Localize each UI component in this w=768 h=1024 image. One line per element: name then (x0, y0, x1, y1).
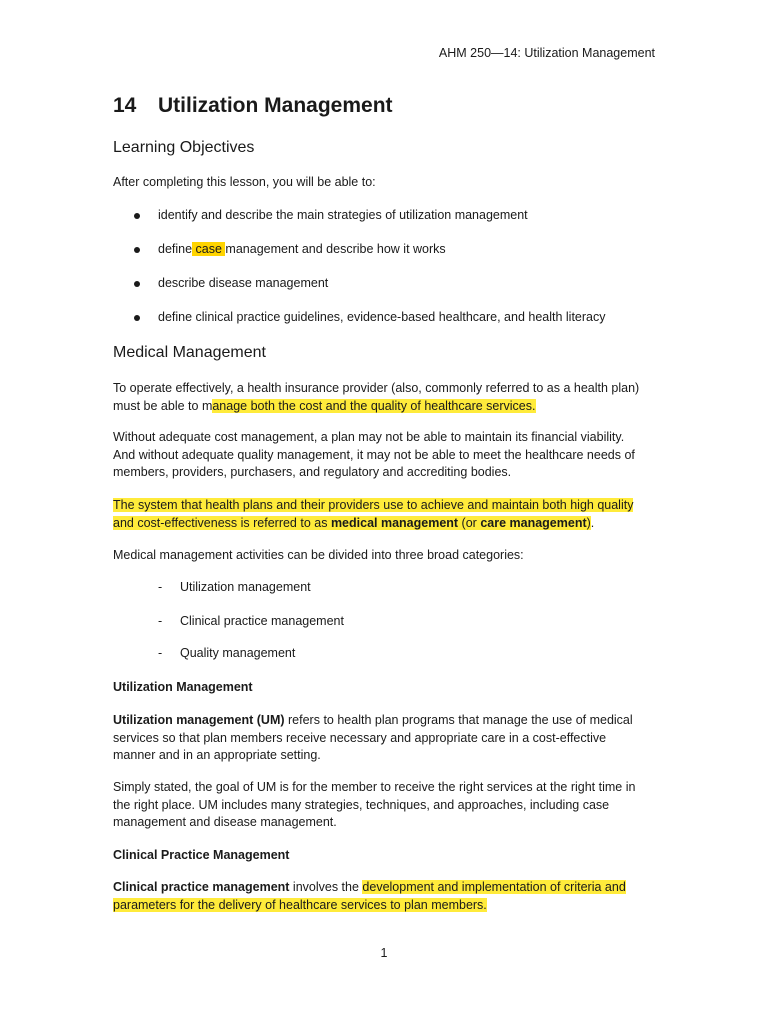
paragraph (113, 497, 633, 532)
paragraph-line: Simply stated, the goal of UM is for the member to receive the right services at the right time in (113, 780, 636, 794)
paragraph-line: And without adequate quality management, it may not be able to meet the healthcare needs of (113, 447, 635, 462)
objective-item (158, 242, 446, 256)
text-span: and cost-effectiveness is referred to as (113, 515, 331, 530)
paragraph-line (113, 497, 633, 515)
text-span: (or (458, 515, 481, 530)
bullet-icon (134, 281, 140, 287)
bullet-icon (134, 315, 140, 321)
highlighted-text: anage both the cost and the quality of healthcare services. (212, 398, 536, 413)
objective-text: management and describe how it works (225, 242, 446, 256)
bullet-icon (134, 213, 140, 219)
paragraph-line (113, 398, 639, 416)
text-span: involves the (289, 880, 363, 894)
category-item: Quality management (180, 646, 296, 660)
paragraph-line (113, 712, 633, 730)
objective-text: define (158, 242, 193, 256)
highlighted-text: case (192, 242, 226, 256)
paragraph-line: management and disease management. (113, 815, 337, 829)
dash-marker: - (158, 646, 163, 660)
text-span: ) (586, 515, 591, 530)
paragraph: Medical management activities can be divided into three broad categories: (113, 548, 524, 562)
text-span: refers to health plan programs that manage the use of medical (284, 713, 633, 727)
paragraph (113, 380, 639, 415)
bold-term: care management (480, 515, 587, 530)
learning-objectives-intro: After completing this lesson, you will be able to: (113, 175, 376, 189)
paragraph-line: the right place. UM includes many strategies, techniques, and approaches, including case (113, 797, 610, 812)
text-span: must be able to m (113, 398, 213, 413)
lesson-number: 14 (113, 94, 137, 117)
clinical-practice-management-heading: Clinical Practice Management (113, 848, 290, 862)
paragraph (113, 429, 635, 482)
objective-item: define clinical practice guidelines, evidence-based healthcare, and health literacy (158, 310, 606, 324)
bold-term: Utilization management (UM) (113, 713, 285, 727)
paragraph (113, 712, 633, 765)
text-span: . (590, 515, 595, 530)
paragraph-line: Without adequate cost management, a plan may not be able to maintain its financial viability. (113, 430, 625, 444)
dash-marker: - (158, 614, 163, 628)
paragraph-line (113, 515, 633, 533)
learning-objectives-heading: Learning Objectives (113, 139, 255, 156)
paragraph-line: manner and in an appropriate setting. (113, 748, 321, 762)
objective-item: identify and describe the main strategies of utilization management (158, 208, 528, 222)
category-item: Clinical practice management (180, 614, 344, 628)
highlighted-text (113, 516, 591, 530)
page-number: 1 (380, 946, 388, 960)
running-header: AHM 250—14: Utilization Management (438, 46, 655, 60)
highlighted-text: development and implementation of criteria and (362, 880, 626, 894)
bold-term: Clinical practice management (113, 880, 290, 894)
category-item: Utilization management (180, 580, 311, 594)
utilization-management-heading: Utilization Management (113, 680, 253, 694)
highlighted-text: parameters for the delivery of healthcare services to plan members. (113, 897, 487, 912)
paragraph-line (113, 897, 626, 915)
paragraph-line: members, providers, purchasers, and regulatory and accrediting bodies. (113, 465, 512, 479)
highlighted-text: The system that health plans and their providers use to achieve and maintain both high quality (113, 498, 634, 512)
medical-management-heading: Medical Management (113, 344, 266, 361)
lesson-title-text: Utilization Management (158, 94, 393, 117)
paragraph-line: To operate effectively, a health insurance provider (also, commonly referred to as a health plan) (113, 381, 640, 395)
paragraph-line: services so that plan members receive necessary and appropriate care in a cost-effective (113, 730, 607, 745)
paragraph-line (113, 879, 626, 897)
lesson-title (113, 94, 393, 118)
bold-term: medical management (330, 515, 459, 530)
objective-item: describe disease management (158, 276, 329, 290)
bullet-icon (134, 247, 140, 253)
paragraph (113, 779, 635, 832)
dash-marker: - (158, 580, 163, 594)
paragraph (113, 879, 626, 914)
